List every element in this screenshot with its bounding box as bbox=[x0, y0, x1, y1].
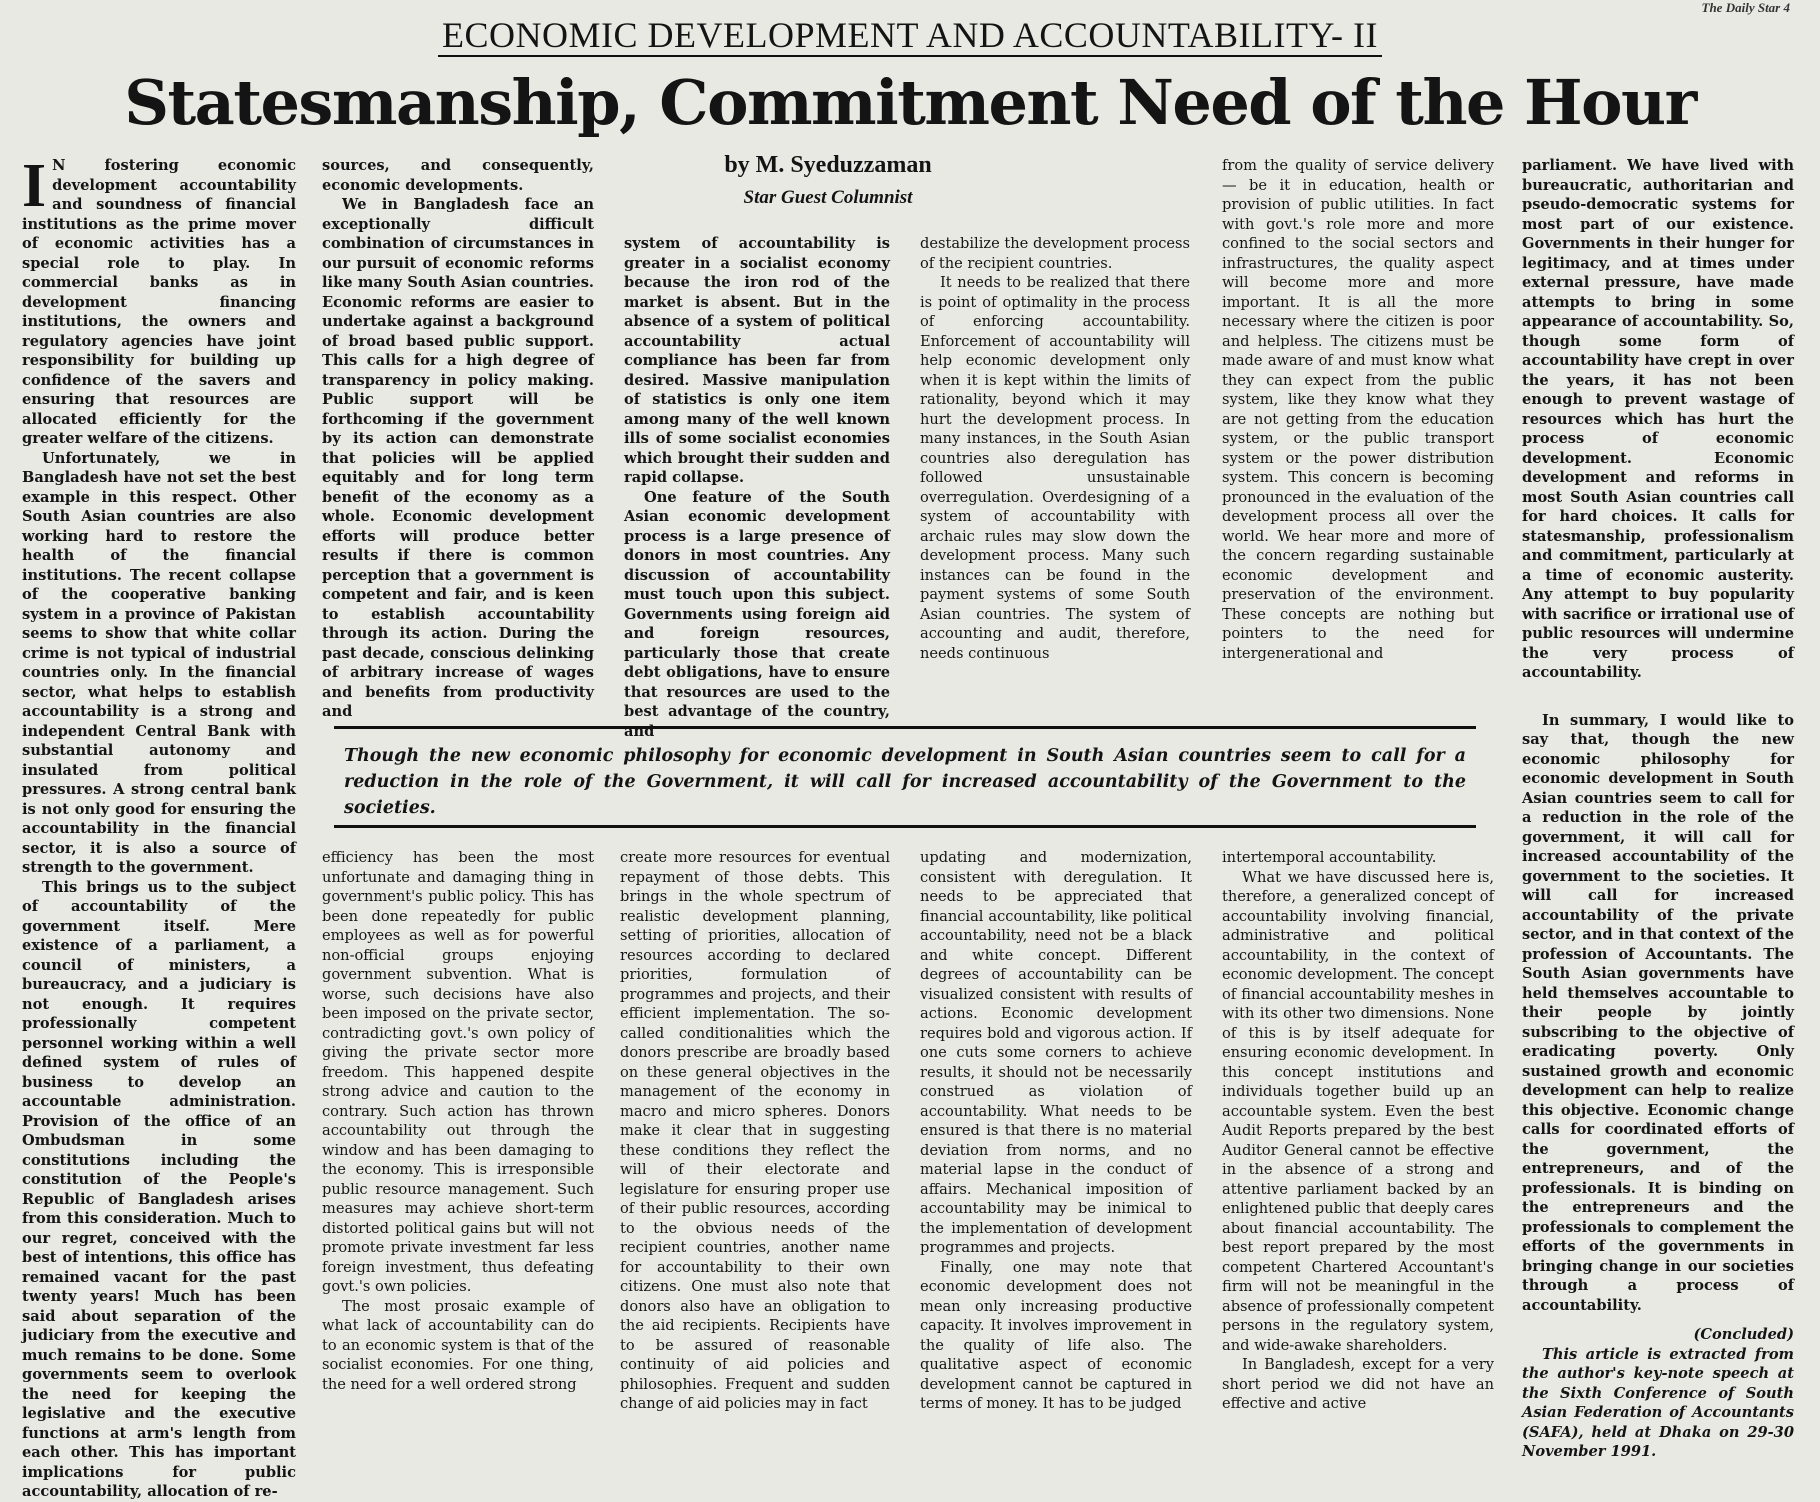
column-2-bottom bbox=[322, 848, 594, 1486]
paragraph: parliament. We have lived with bureaucratic, authoritarian and pseudo-democratic systems for most part of our existence. Governments in their hunger for legitimacy, and at times under external pressure, have made attempts to bring in some appearance of accountability. So, though some form of accountability have crept in over the years, it has not been enough to prevent wastage of resources which has hurt the process of economic development. Economic development and reforms in most South Asian countries call for hard choices. It calls for statesmanship, professionalism and commitment, particularly at a time of economic austerity. Any attempt to buy popularity with sacrifice or irrational use of public resources will undermine the very process of accountability. bbox=[1522, 157, 1794, 681]
column-4-top bbox=[920, 234, 1190, 716]
column-1 bbox=[22, 152, 296, 1500]
paragraph: from the quality of service delivery — be it in education, health or provision of public utilities. In fact with govt.'s role more and more confined to the social sectors and infrastructures, the quality aspect will become more and more important. It is all the more necessary where the citizen is poor and helpless. The citizens must be made aware of and must know what they can expect from the public system, like they know what they are not getting from the education system, or the public transport system or the power distribution system. This concern is becoming pronounced in the evaluation of the development process all over the world. We hear more and more of the concern regarding sustainable economic development and preservation of the environment. These concepts are nothing but pointers to the need for intergenerational and bbox=[1222, 157, 1494, 662]
paragraph: What we have discussed here is, therefore, a generalized concept of accountability involving financial, administrative and political accountability, in the context of economic development. The concept of financial accountability meshes in with its other two dimensions. None of this is by itself adequate for ensuring economic development. In this concept institutions and individuals together build up an accountable system. Even the best Audit Reports prepared by the best Auditor General cannot be effective in the absence of a strong and attentive parliament backed by an enlightened public that deeply cares about financial accountability. The best report prepared by the most competent Chartered Accountant's firm will not be meaningful in the absence of professionally competent persons in the regulatory system, and wide-awake shareholders. bbox=[1222, 868, 1494, 1354]
paragraph: N fostering economic development accountability and soundness of financial institutions as the prime mover of economic activities has a special role to play. In commercial banks as in development financing institutions, the owners and regulatory agencies have joint responsibility for building up confidence of the savers and ensuring that resources are allocated efficiently for the greater welfare of the citizens. bbox=[22, 157, 296, 447]
paragraph: create more resources for eventual repayment of those debts. This brings in the whole spectrum of realistic development planning, setting of priorities, allocation of resources according to declared priorities, formulation of programmes and projects, and their efficient implementation. The so-called conditionalities which the donors prescribe are broadly based on these general objectives in the management of the economy in macro and micro spheres. Donors make it clear that in suggesting these conditions they reflect the will of their electorate and legislature for ensuring proper use of their public resources, according to the obvious needs of the recipient countries, another name for accountability to their own citizens. One must also note that donors also have an obligation to the aid recipients. Recipients have to be assured of reasonable continuity of aid policies and philosophies. Frequent and sudden change of aid policies may in fact bbox=[620, 849, 890, 1412]
concluded-marker: (Concluded) bbox=[1693, 1326, 1794, 1343]
pull-quote bbox=[334, 726, 1476, 828]
pull-quote-text: Though the new economic philosophy for economic development in South Asian countries seem to call for a reduction in the role of the Government, it will call for increased accountability of the Government to the societies. bbox=[344, 746, 1466, 818]
paragraph: efficiency has been the most unfortunate and damaging thing in government's public policy. This has been done repeatedly for public employees as well as for powerful non-official groups enjoying government subvention. What is worse, such decisions have also been imposed on the private sector, contradicting govt.'s own policy of giving the private sector more freedom. This happened despite strong advice and caution to the contrary. Such action has thrown accountability out through the window and has been damaging to the economy. This is irresponsible public resource management. Such measures may achieve short-term distorted political gains but will not promote private investment far less foreign investment, thus defeating govt.'s own policies. bbox=[322, 849, 594, 1295]
paragraph: In summary, I would like to say that, though the new economic philosophy for economic development in South Asian countries seem to call for a reduction in the role of the government, it will call for increased accountability of the government to the societies. It will call for increased accountability of the private sector, and in that context of the profession of Accountants. The South Asian governments have held themselves accountable to their people by jointly subscribing to the objective of eradicating poverty. Only sustained growth and economic development can help to realize this objective. Economic change calls for coordinated efforts of the government, the entrepreneurs, and of the professionals. It is binding on the entrepreneurs and the professionals to complement the efforts of the governments in bringing change in our societies through a process of accountability. bbox=[1522, 711, 1794, 1314]
paragraph: intertemporal accountability. bbox=[1222, 849, 1437, 866]
page-marker: The Daily Star 4 bbox=[1701, 0, 1790, 15]
drop-cap: I bbox=[22, 152, 47, 220]
paragraph: One feature of the South Asian economic development process is a large presence of donors in most countries. Any discussion of accountability must touch upon this subject. Governments using foreign aid and foreign resources, particularly those that create debt obligations, have to ensure that resources are used to the best advantage of the country, and bbox=[624, 488, 890, 740]
byline bbox=[628, 152, 1028, 209]
paragraph: We in Bangladesh face an exceptionally difficult combination of circumstances in our pursuit of economic reforms like many South Asian countries. Economic reforms are easier to undertake against a background of broad based public support. This calls for a high degree of transparency in policy making. Public support will be forthcoming if the government by its action can demonstrate that policies will be applied equitably and for long term benefit of the economy as a whole. Economic development efforts will produce better results if there is common perception that a government is competent and fair, and is keen to establish accountability through its action. During the past decade, conscious delinking of arbitrary increase of wages and benefits from productivity and bbox=[322, 196, 594, 720]
kicker-text: ECONOMIC DEVELOPMENT AND ACCOUNTABILITY- II bbox=[438, 15, 1382, 57]
column-4-bottom bbox=[920, 848, 1192, 1486]
paragraph: sources, and consequently, economic developments. bbox=[322, 157, 594, 194]
byline-author: by M. Syeduzzaman bbox=[724, 152, 932, 178]
paragraph: system of accountability is greater in a socialist economy because the iron rod of the market is absent. But in the absence of a system of political accountability actual compliance has been far from desired. Massive manipulation of statistics is only one item among many of the well known ills of some socialist economies which brought their sudden and rapid collapse. bbox=[624, 235, 890, 486]
paragraph: updating and modernization, consistent with deregulation. It needs to be appreciated that financial accountability, like political accountability, need not be a black and white concept. Different degrees of accountability can be visualized consistent with results of actions. Economic development requires bold and vigorous action. If one cuts some corners to achieve results, it should not be necessarily construed as violation of accountability. What needs to be ensured is that there is no material deviation from norms, and no material lapse in the conduct of affairs. Mechanical imposition of accountability may be inimical to the implementation of development programmes and projects. bbox=[920, 849, 1192, 1256]
column-5-top bbox=[1222, 156, 1494, 716]
paragraph: The most prosaic example of what lack of accountability can do to an economic system is that of the socialist economies. For one thing, the need for a well ordered strong bbox=[322, 1297, 594, 1393]
column-3-top bbox=[624, 234, 890, 740]
column-5-bottom bbox=[1222, 848, 1494, 1486]
paragraph: Finally, one may note that economic development does not mean only increasing productive capacity. It involves improvement in the quality of life also. The qualitative aspect of economic development cannot be captured in terms of money. It has to be judged bbox=[920, 1258, 1192, 1412]
headline: Statesmanship, Commitment Need of the Hour bbox=[124, 66, 1696, 139]
article-source-note: This article is extracted from the author's key-note speech at the Sixth Conference of South Asian Federation of Accountants (SAFA), held at Dhaka on 29-30 November 1991. bbox=[1522, 1345, 1794, 1460]
column-2-top bbox=[322, 156, 594, 720]
byline-role: Star Guest Columnist bbox=[743, 187, 913, 208]
paragraph: Unfortunately, we in Bangladesh have not set the best example in this respect. Other South Asian countries are also working hard to restore the health of the financial institutions. The recent collapse of the cooperative banking system in a province of Pakistan seems to show that white collar crime is not typical of industrial countries only. In the financial sector, what helps to establish accountability is a strong and independent Central Bank with substantial autonomy and insulated from political pressures. A strong central bank is not only good for ensuring the accountability in the financial sector, it is also a source of strength to the government. bbox=[22, 449, 296, 876]
paragraph: It needs to be realized that there is point of optimality in the process of enforcing accountability. Enforcement of accountability will help economic development only when it is kept within the limits of rationality, beyond which it may hurt the development process. In many instances, in the South Asian countries also deregulation has followed unsustainable overregulation. Overdesigning of a system of accountability with archaic rules may slow down the development process. Many such instances can be found in the payment systems of some South Asian countries. The system of accounting and audit, therefore, needs continuous bbox=[920, 274, 1190, 662]
paragraph: destabilize the development process of the recipient countries. bbox=[920, 235, 1190, 272]
paragraph: In Bangladesh, except for a very short period we did not have an effective and active bbox=[1222, 1356, 1494, 1412]
column-3-bottom bbox=[620, 848, 890, 1486]
column-6 bbox=[1522, 156, 1794, 1486]
paragraph: This brings us to the subject of accountability of the government itself. Mere existence of a parliament, a council of ministers, a bureaucracy, and a judiciary is not enough. It requires professionally competent personnel working within a well defined system of rules of business to develop an accountable administration. Provision of the office of an Ombudsman in some constitutions including the constitution of the People's Republic of Bangladesh arises from this consideration. Much to our regret, conceived with the best of intentions, this office has remained vacant for the past twenty years! Much has been said about separation of the judiciary from the executive and much remains to be done. Some governments seem to overlook the need for keeping the legislative and the executive functions at arm's length from each other. This has important implications for public accountability, allocation of re- bbox=[22, 878, 296, 1500]
series-kicker bbox=[0, 14, 1820, 56]
